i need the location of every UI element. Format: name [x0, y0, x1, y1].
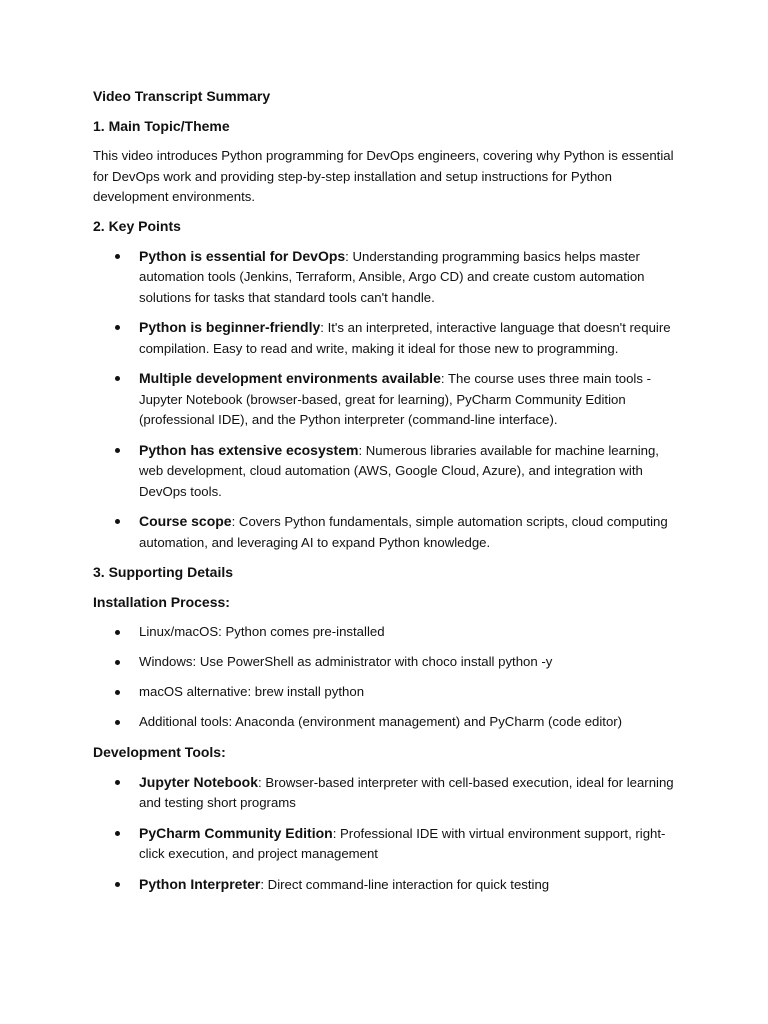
list-item-term: Python is essential for DevOps: [139, 247, 346, 264]
list-item-term: Python has extensive ecosystem: [139, 441, 359, 458]
document-page: [93, 86, 678, 895]
section-heading-key-points: 2. Key Points: [93, 217, 181, 234]
list-item-description: : Understanding programming basics helps master automation tools (Jenkins, Terraform, Ansible, Argo CD) and create custom automation solutions for tasks that standard tools can't handle.: [139, 248, 645, 305]
list-item: Linux/macOS: Python comes pre-installed: [93, 622, 678, 643]
document-title: Video Transcript Summary: [93, 88, 271, 104]
key-points-list: [93, 246, 678, 554]
list-item: [93, 317, 678, 359]
list-item-term: Python Interpreter: [139, 875, 261, 892]
list-item-description: : Numerous libraries available for machine learning, web development, cloud automation (AWS, Google Cloud, Azure), and integration with DevOps tools.: [139, 442, 659, 499]
list-item: macOS alternative: brew install python: [93, 682, 678, 703]
list-item: [93, 440, 678, 503]
list-item: [93, 246, 678, 309]
list-item-description: : Direct command-line interaction for quick testing: [260, 876, 550, 892]
list-item-term: Multiple development environments available: [139, 370, 441, 386]
list-item-description: : Browser-based interpreter with cell-based execution, ideal for learning and testing short programs: [139, 774, 674, 810]
list-item: [93, 772, 678, 814]
list-item: [93, 511, 678, 553]
list-item: [93, 874, 678, 896]
list-item-term: PyCharm Community Edition: [139, 824, 333, 841]
list-item: Windows: Use PowerShell as administrator with choco install python -y: [93, 652, 678, 673]
list-item-description: : It's an interpreted, interactive language that doesn't require compilation. Easy to read and write, making it ideal for those new to programming.: [139, 320, 671, 356]
list-item-description: : The course uses three main tools - Jupyter Notebook (browser-based, great for learning), PyCharm Community Edition (professional IDE), and the Python interpreter (command-line interface).: [139, 371, 651, 427]
section-heading-main-topic: 1. Main Topic/Theme: [93, 118, 230, 134]
subheading-development-tools: Development Tools:: [93, 743, 226, 760]
list-item: Additional tools: Anaconda (environment management) and PyCharm (code editor): [93, 712, 678, 733]
list-item-description: : Covers Python fundamentals, simple automation scripts, cloud computing automation, and leveraging AI to expand Python knowledge.: [139, 514, 668, 550]
list-item: [93, 823, 678, 865]
subheading-installation-process: Installation Process:: [93, 594, 230, 610]
list-item-description: : Professional IDE with virtual environment support, right-click execution, and project management: [139, 825, 666, 861]
list-item-term: Python is beginner-friendly: [139, 319, 321, 335]
section-heading-supporting-details: 3. Supporting Details: [93, 564, 234, 580]
main-topic-paragraph: This video introduces Python programming for DevOps engineers, covering why Python is essential for DevOps work and providing step-by-step installation and setup instructions for Python development environments.: [93, 148, 674, 204]
list-item-term: Course scope: [139, 513, 232, 529]
list-item: [93, 368, 678, 431]
development-tools-list: [93, 772, 678, 896]
installation-list: [93, 622, 678, 733]
list-item-term: Jupyter Notebook: [139, 773, 259, 790]
